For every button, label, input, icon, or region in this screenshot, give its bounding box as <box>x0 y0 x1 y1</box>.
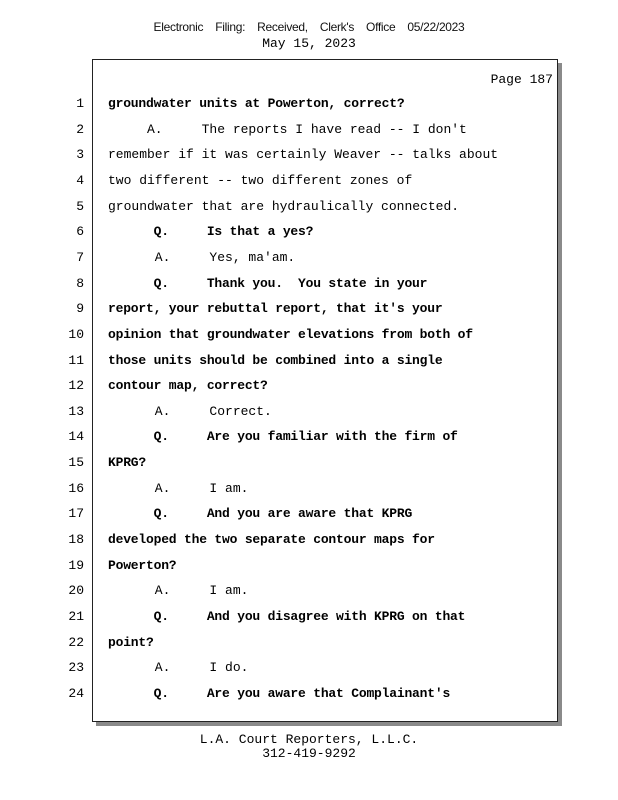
transcript-line: Q. Is that a yes? <box>108 224 314 239</box>
line-number: 16 <box>68 481 84 496</box>
line-number: 1 <box>76 96 84 111</box>
transcript-line: A. I am. <box>108 481 249 496</box>
transcript-line: Q. Are you aware that Complainant's <box>108 686 451 701</box>
line-number: 22 <box>68 635 84 650</box>
transcript-line: A. The reports I have read -- I don't <box>108 122 467 137</box>
line-number: 9 <box>76 301 84 316</box>
line-number: 24 <box>68 686 84 701</box>
reporter-company: L.A. Court Reporters, L.L.C. <box>199 732 419 747</box>
line-number: 3 <box>76 147 84 162</box>
transcript-line: developed the two separate contour maps for <box>108 532 435 547</box>
transcript-line: two different -- two different zones of <box>108 173 413 188</box>
page-number: Page 187 <box>490 72 553 87</box>
transcript-line: Q. And you are aware that KPRG <box>108 506 413 521</box>
line-number: 13 <box>68 404 84 419</box>
transcript-line: point? <box>108 635 154 650</box>
transcript-line: remember if it was certainly Weaver -- talks about <box>108 147 499 162</box>
transcript-line: Q. Thank you. You state in your <box>108 276 428 291</box>
filing-word-1: Electronic <box>153 20 204 34</box>
transcript-line: those units should be combined into a single <box>108 353 443 368</box>
transcript-line: A. I am. <box>108 583 249 598</box>
footer <box>0 733 618 761</box>
transcript-line: Q. And you disagree with KPRG on that <box>108 609 466 624</box>
transcript-line: Powerton? <box>108 558 177 573</box>
transcript-line: report, your rebuttal report, that it's your <box>108 301 443 316</box>
transcript-line: A. Correct. <box>108 404 272 419</box>
line-number: 2 <box>76 122 84 137</box>
line-number: 15 <box>68 455 84 470</box>
deposition-date: May 15, 2023 <box>262 36 356 51</box>
filing-word-2: Filing: <box>215 20 246 34</box>
transcript-line: Q. Are you familiar with the firm of <box>108 429 458 444</box>
line-number: 7 <box>76 250 84 265</box>
line-number: 19 <box>68 558 84 573</box>
transcript-line: A. I do. <box>108 660 249 675</box>
line-number: 17 <box>68 506 84 521</box>
transcript-line: groundwater that are hydraulically connected. <box>108 199 460 214</box>
line-number: 4 <box>76 173 84 188</box>
line-number: 23 <box>68 660 84 675</box>
line-number: 5 <box>76 199 84 214</box>
filing-word-5: Office <box>366 20 396 34</box>
line-number: 6 <box>76 224 84 239</box>
line-number: 20 <box>68 583 84 598</box>
transcript-line: opinion that groundwater elevations from both of <box>108 327 473 342</box>
line-number: 10 <box>68 327 84 342</box>
electronic-filing-stamp <box>0 20 618 34</box>
transcript-line: contour map, correct? <box>108 378 268 393</box>
transcript-line: A. Yes, ma'am. <box>108 250 296 265</box>
reporter-phone: 312-419-9292 <box>262 746 356 761</box>
line-number: 12 <box>68 378 84 393</box>
transcript-line: KPRG? <box>108 455 147 470</box>
line-number: 11 <box>68 353 84 368</box>
line-number: 21 <box>68 609 84 624</box>
filing-date: 05/22/2023 <box>407 20 465 34</box>
line-number: 14 <box>68 429 84 444</box>
filing-word-3: Received, <box>257 20 308 34</box>
line-number: 18 <box>68 532 84 547</box>
line-number: 8 <box>76 276 84 291</box>
filing-word-4: Clerk's <box>319 20 355 34</box>
transcript-line: groundwater units at Powerton, correct? <box>108 96 405 111</box>
